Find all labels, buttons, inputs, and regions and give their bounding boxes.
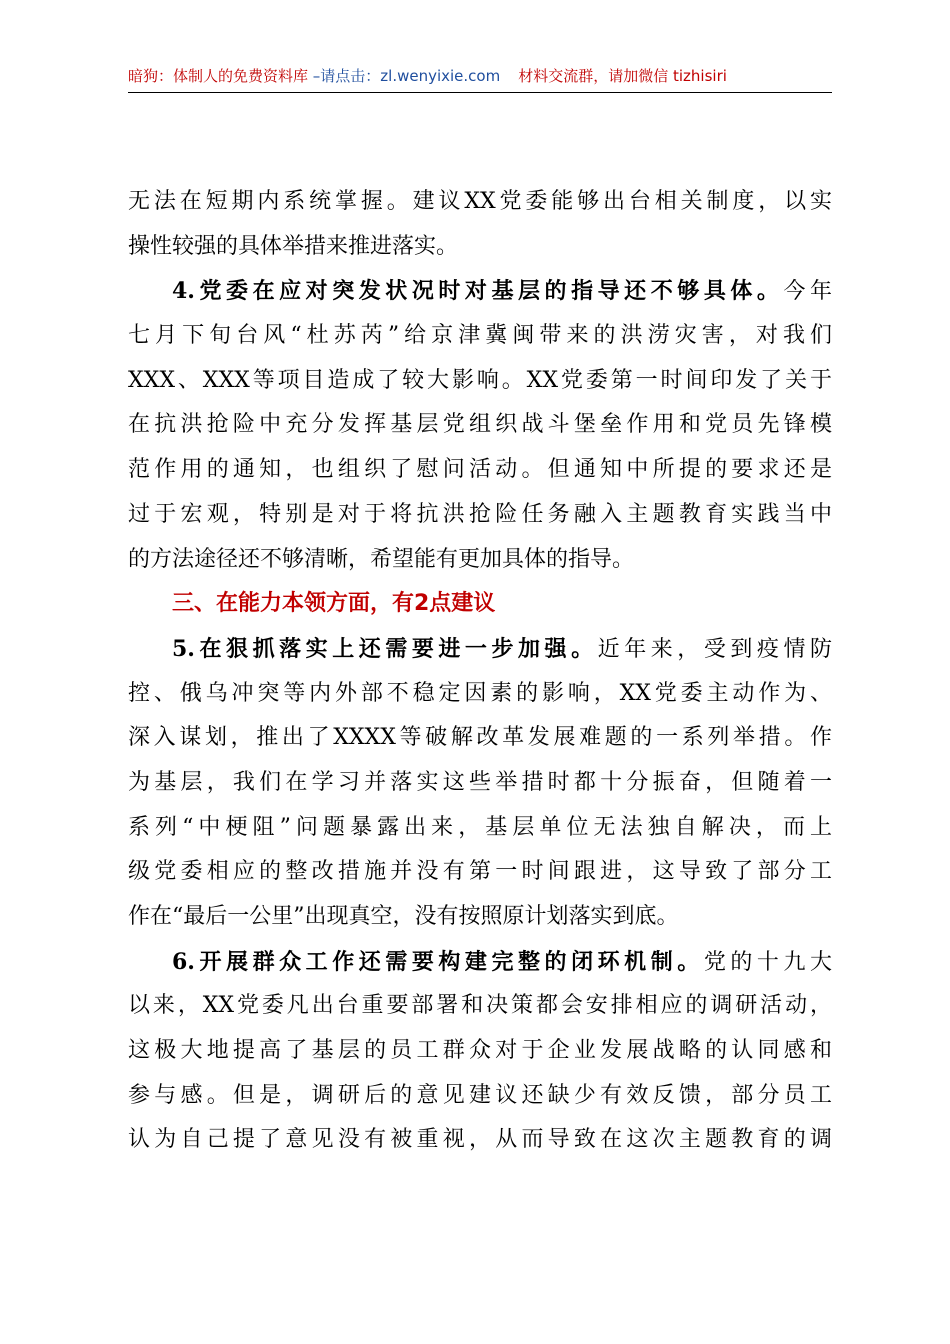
text-line: 七月下旬台风“杜苏芮”给京津冀闽带来的洪涝灾害，对我们 [128,323,832,349]
paragraph-4-first-line [128,269,832,314]
text-line: 过于宏观，特别是对于将抗洪抢险任务融入主题教育实践当中 [128,501,832,527]
document-body [128,180,832,1163]
header-link-text[interactable]: –请点击：zl.wenyixie.com [308,67,501,85]
text-line: 认为自己提了意见没有被重视，从而导致在这次主题教育的调 [128,1127,832,1153]
text-line: 的方法途径还不够清晰，希望能有更加具体的指导。 [128,546,635,572]
text-line: 操性较强的具体举措来推进落实。 [128,233,459,259]
text-span: 今年 [783,279,832,305]
text-span: 近年来，受到疫情防 [597,636,832,662]
text-line: 在抗洪抢险中充分发挥基层党组织战斗堡垒作用和党员先锋模 [128,412,832,438]
text-line: 系列“中梗阻”问题暴露出来，基层单位无法独自解决，而上 [128,814,832,840]
text-line: 参与感。但是，调研后的意见建议还缺少有效反馈，部分员工 [128,1082,832,1108]
text-line: 无法在短期内系统掌握。建议XX党委能够出台相关制度，以实 [128,189,832,214]
text-line: 作在“最后一公里”出现真空，没有按照原计划落实到底。 [128,904,679,929]
header-right-text: 材料交流群，请加微信 tizhisiri [518,67,727,85]
paragraph-6-heading: 6.开展群众工作还需要构建完整的闭环机制。 [172,948,704,975]
text-line: 范作用的通知，也组织了慰问活动。但通知中所提的要求还是 [128,457,832,483]
text-line: 深入谋划，推出了XXXX等破解改革发展难题的一系列举措。作 [128,725,832,751]
header-left-text: 暗狗：体制人的免费资料库 [128,67,309,85]
page-header [128,66,832,86]
header-divider [128,92,832,93]
text-span: 党的十九大 [703,949,832,975]
text-line: 级党委相应的整改措施并没有第一时间跟进，这导致了部分工 [128,859,832,885]
paragraph-4-heading: 4.党委在应对突发状况时对基层的指导还不够具体。 [172,278,784,305]
text-line: 控、俄乌冲突等内外部不稳定因素的影响，XX党委主动作为、 [128,680,832,706]
text-line: XXX、XXX等项目造成了较大影响。XX党委第一时间印发了关于 [128,367,832,393]
paragraph-5-heading: 5.在狠抓落实上还需要进一步加强。 [172,635,598,662]
paragraph-6-first-line [128,940,832,985]
text-line: 这极大地提高了基层的员工群众对于企业发展战略的认同感和 [128,1038,832,1064]
section-3-heading: 三、在能力本领方面，有2点建议 [172,591,496,617]
paragraph-5-first-line [128,627,832,672]
text-line: 以来，XX党委凡出台重要部署和决策都会安排相应的调研活动， [128,993,832,1019]
text-line: 为基层，我们在学习并落实这些举措时都十分振奋，但随着一 [128,769,832,795]
